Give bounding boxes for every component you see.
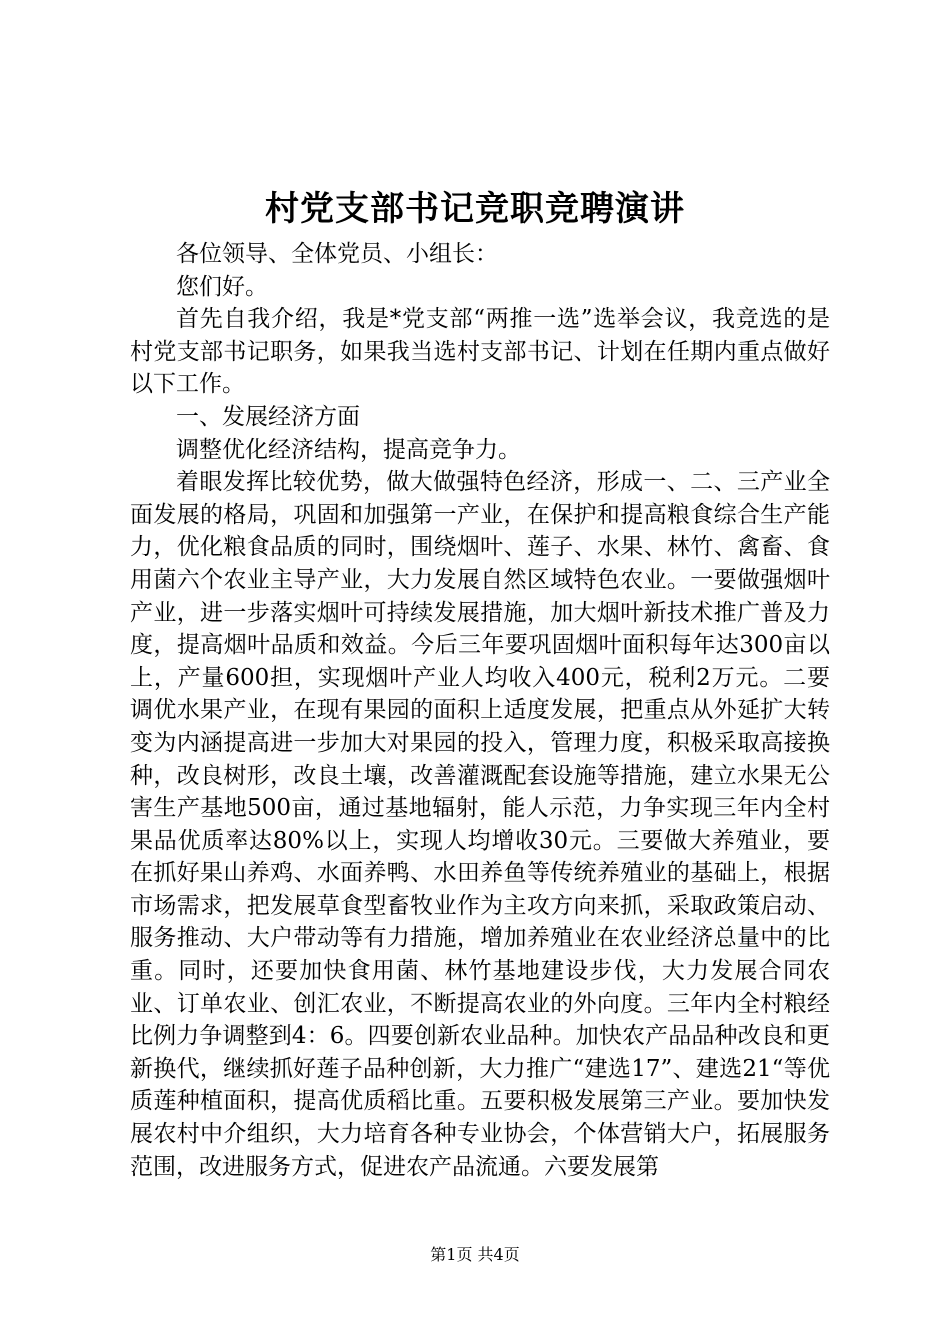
body-paragraph: 着眼发挥比较优势，做大做强特色经济，形成一、二、三产业全面发展的格局，巩固和加强第一产业，在保护和提高粮食综合生产能力，优化粮食品质的同时，围绕烟叶、莲子、水果、林竹、禽畜、食用菌六个农业主导产业，大力发展自然区域特色农业。一要做强烟叶产业，进一步落实烟叶可持续发展措施，加大烟叶新技术推广普及力度，提高烟叶品质和效益。今后三年要巩固烟叶面积每年达300亩以上，产量600担，实现烟叶产业人均收入400元，税利2万元。二要调优水果产业，在现有果园的面积上适度发展，把重点从外延扩大转变为内涵提高进一步加大对果园的投入，管理力度，积极采取高接换种，改良树形，改良土壤，改善灌溉配套设施等措施，建立水果无公害生产基地500亩，通过基地辐射，能人示范，力争实现三年内全村果品优质率达80%以上，实现人均增收30元。三要做大养殖业，要在抓好果山养鸡、水面养鸭、水田养鱼等传统养殖业的基础上，根据市场需求，把发展草食型畜牧业作为主攻方向来抓，采取政策启动、服务推动、大户带动等有力措施，增加养殖业在农业经济总量中的比重。同时，还要加快食用菌、林竹基地建设步伐，大力发展合同农业、订单农业、创汇农业，不断提高农业的外向度。三年内全村粮经比例力争调整到4：6。四要创新农业品种。加快农产品品种改良和更新换代，继续抓好莲子品种创新，大力推广“建选17”、建选21“等优质莲种植面积，提高优质稻比重。五要积极发展第三产业。要加快发展农村中介组织，大力培育各种专业协会，个体营销大户，拓展服务范围，改进服务方式，促进农产品流通。六要发展第 xyxy=(130,469,830,1180)
intro-paragraph: 首先自我介绍，我是*党支部“两推一选”选举会议，我竞选的是村党支部书记职务，如果我当选村支部书记、计划在任期内重点做好以下工作。 xyxy=(130,306,830,398)
greeting-paragraph: 各位领导、全体党员、小组长： xyxy=(176,241,498,267)
document-body xyxy=(130,238,830,1183)
document-title: 村党支部书记竞职竞聘演讲 xyxy=(265,189,685,229)
salutation-paragraph: 您们好。 xyxy=(176,273,268,300)
section-heading: 一、发展经济方面 xyxy=(176,403,360,430)
page-number: 第1页 共4页 xyxy=(430,1245,520,1264)
section-subheading: 调整优化经济结构，提高竞争力。 xyxy=(176,436,521,463)
